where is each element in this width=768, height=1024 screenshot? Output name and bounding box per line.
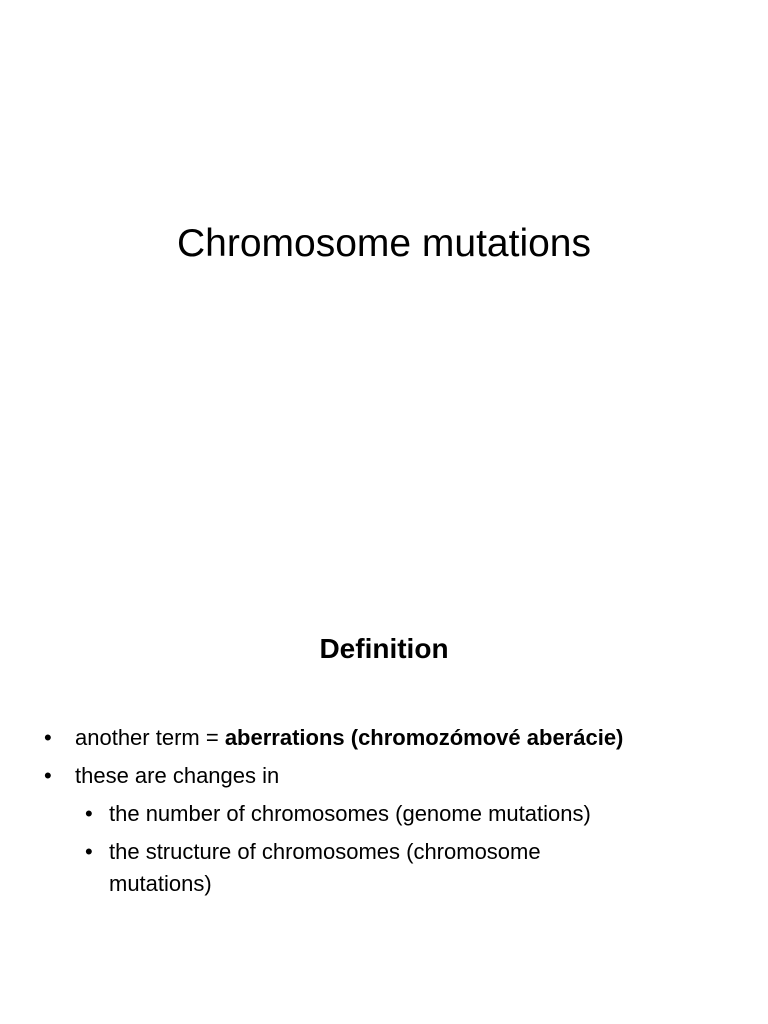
bullet-bold-term: aberrations (chromozómové aberácie) — [224, 725, 624, 750]
sub-bullet-number — [75, 798, 734, 830]
bullet-dot-icon: • — [44, 763, 52, 788]
slide-title: Chromosome mutations — [177, 222, 591, 265]
bullet-text: these are changes in — [75, 763, 280, 788]
sub-bullet-text-line-1: the structure of chromosomes (chromosome — [109, 839, 541, 864]
bullet-item-changes — [44, 760, 734, 900]
bullet-prefix-text: another term = — [75, 725, 225, 750]
definition-heading: Definition — [319, 633, 449, 664]
sub-bullet-dot-icon: • — [85, 801, 93, 826]
definition-bullet-list — [44, 722, 734, 906]
sub-bullet-dot-icon: • — [85, 839, 93, 864]
sub-bullet-text: the number of chromosomes (genome mutations) — [109, 801, 591, 826]
sub-bullet-structure — [75, 836, 734, 900]
bullet-item-another-term — [44, 722, 734, 754]
bullet-dot-icon: • — [44, 725, 52, 750]
sub-bullet-text-line-2: mutations) — [109, 871, 212, 896]
sub-bullet-list — [75, 798, 734, 900]
